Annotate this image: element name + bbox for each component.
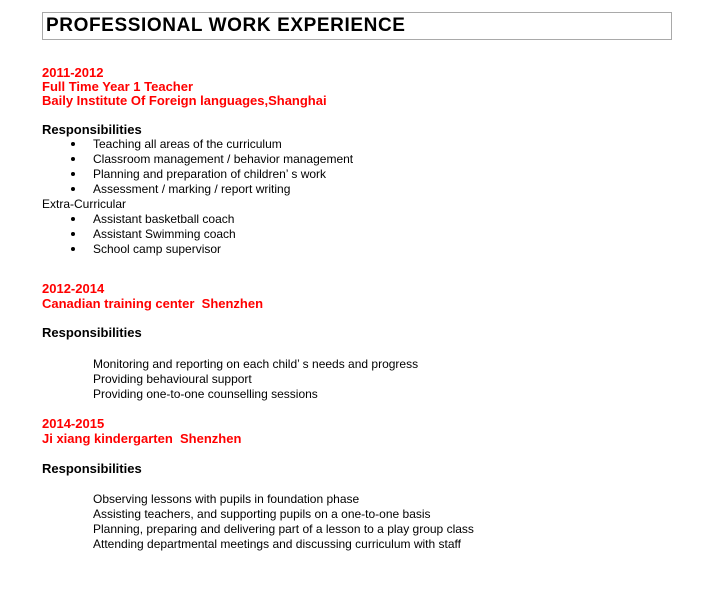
job-2-duty-list [42, 357, 672, 402]
list-item: Providing behavioural support [93, 372, 252, 386]
list-item: Assisting teachers, and supporting pupils on a one-to-one basis [93, 507, 431, 521]
list-item: Observing lessons with pupils in foundation phase [93, 492, 360, 506]
list-item: School camp supervisor [42, 242, 672, 257]
job-3-responsibilities-heading: Responsibilities [42, 461, 142, 476]
job-2-organization: Canadian training center Shenzhen [42, 296, 264, 311]
list-item: Assistant Swimming coach [42, 227, 672, 242]
list-item: Planning, preparing and delivering part of a lesson to a play group class [93, 522, 474, 536]
list-item: Classroom management / behavior management [42, 152, 672, 167]
job-1-extra-curricular-label: Extra-Curricular [42, 197, 127, 211]
list-item: Monitoring and reporting on each child’ s needs and progress [93, 357, 419, 371]
resume-document [0, 12, 705, 602]
list-item: Attending departmental meetings and discussing curriculum with staff [93, 537, 461, 551]
job-1-bullet-list [42, 137, 672, 197]
section-title-box [42, 12, 672, 40]
job-1-header [42, 66, 672, 108]
job-3-period: 2014-2015 [42, 416, 105, 431]
section-title: PROFESSIONAL WORK EXPERIENCE [46, 15, 406, 36]
job-3-header [42, 416, 672, 446]
job-1-responsibilities-heading: Responsibilities [42, 122, 142, 137]
list-item: Planning and preparation of children’ s work [42, 167, 672, 182]
job-1-extra-bullet-list [42, 212, 672, 257]
job-2-period: 2012-2014 [42, 281, 105, 296]
job-1-organization: Baily Institute Of Foreign languages,Shanghai [42, 93, 327, 108]
job-1-period: 2011-2012 [42, 65, 104, 80]
list-item: Providing one-to-one counselling sessions [93, 387, 318, 401]
list-item: Assistant basketball coach [42, 212, 672, 227]
job-3-duty-list [42, 492, 672, 552]
job-2-header [42, 281, 672, 311]
job-1-role: Full Time Year 1 Teacher [42, 79, 194, 94]
list-item: Teaching all areas of the curriculum [42, 137, 672, 152]
job-3-organization: Ji xiang kindergarten Shenzhen [42, 431, 242, 446]
list-item: Assessment / marking / report writing [42, 182, 672, 197]
job-2-responsibilities-heading: Responsibilities [42, 325, 142, 340]
